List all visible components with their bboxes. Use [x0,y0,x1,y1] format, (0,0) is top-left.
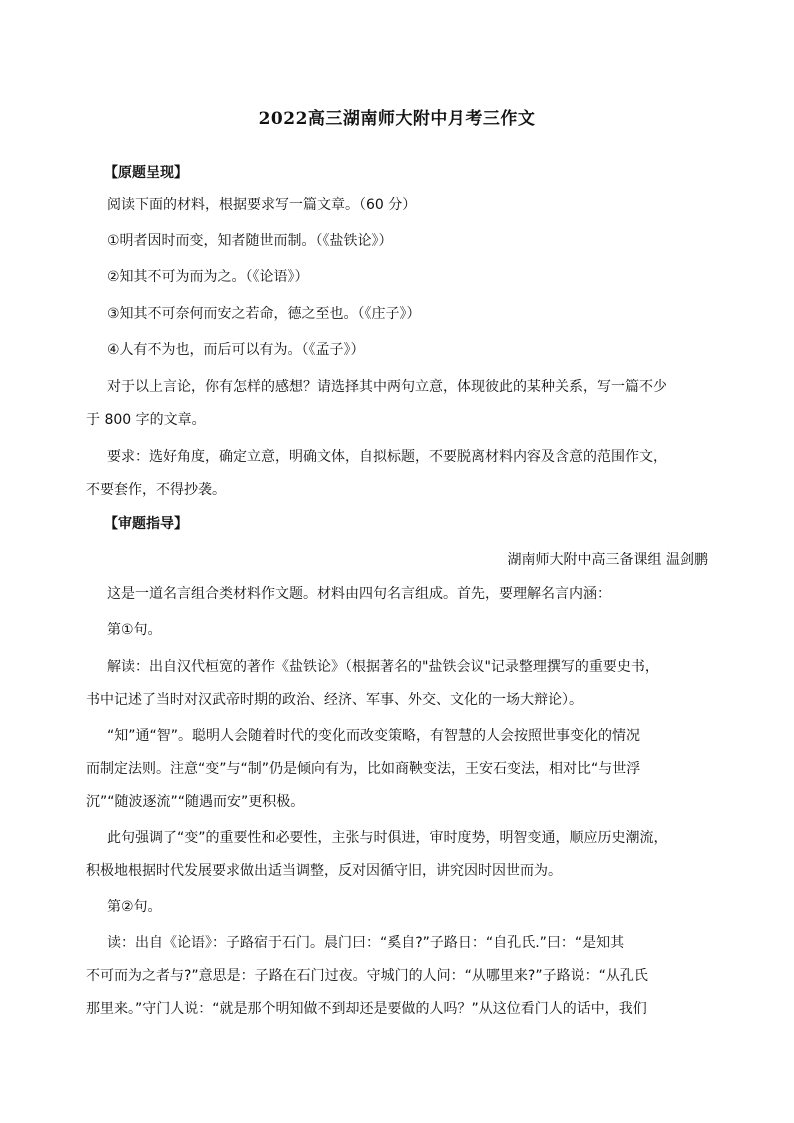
quote-2: ②知其不可为而为之。（《论语》） [107,269,309,285]
s1-para1-line2: 书中记述了当时对汉武帝时期的政治、经济、军事、外交、文化的一场大辩论）。 [86,692,583,708]
document-title: 2022高三湖南师大附中月考三作文 [258,109,536,129]
section-heading-original-question: 【原题呈现】 [104,165,188,181]
s2-para1-line1: 读：出自《论语》：子路宿于石门。晨门曰：“奚自?”子路日：“自孔氏.”曰：“是知其 [107,935,625,951]
requirement-line-1: 要求：选好角度，确定立意，明确文体，自拟标题，不要脱离材料内容及含意的范围作文， [107,449,667,465]
s1-para3-line1: 此句强调了“变”的重要性和必要性，主张与时俱进，审时度势，明智变通，顺应历史潮流， [107,830,668,846]
s1-para2-line3: 沉”“随波逐流”“随遇而安”更积极。 [86,794,305,810]
task-line-2: 于 800 字的文章。 [86,412,206,428]
s2-para1-line2: 不可而为之者与?”意思是：子路在石门过夜。守城门的人问：“从哪里来?”子路说：“从孔氏 [86,968,648,984]
quote-3: ③知其不可奈何而安之若命，德之至也。（《庄子》） [107,306,421,322]
s1-para1-line1: 解读：出自汉代桓宽的著作《盐铁论》（根据著名的"盐铁会议"记录整理撰写的重要史书， [107,659,659,675]
quote-4: ④人有不为也，而后可以有为。（《孟子》） [107,342,365,358]
s1-para3-line2: 积极地根据时代发展要求做出适当调整，反对因循守旧，讲究因时因世而为。 [86,863,562,879]
task-line-1: 对于以上言论，你有怎样的感想？请选择其中两句立意，体现彼此的某种关系，写一篇不少 [107,379,667,395]
s2-para1-line3: 那里来。”守门人说：“就是那个明知做不到却还是要做的人吗？”从这位看门人的话中，我们 [86,1001,647,1017]
instruction-line: 阅读下面的材料，根据要求写一篇文章。（60 分） [107,197,417,213]
quote-1: ①明者因时而变，知者随世而制。（《盐铁论》） [107,233,393,249]
intro-line: 这是一道名言组合类材料作文题。材料由四句名言组成。首先，要理解名言内涵： [107,586,611,602]
s1-para2-line1: “知”通“智”。聪明人会随着时代的变化而改变策略，有智慧的人会按照世事变化的情况 [107,728,641,744]
sentence-2-label: 第②句。 [107,899,162,915]
requirement-line-2: 不要套作，不得抄袭。 [86,482,226,498]
author-line: 湖南师大附中高三备课组 温剑鹏 [507,552,708,568]
section-heading-analysis: 【审题指导】 [104,516,188,532]
s1-para2-line2: 而制定法则。注意“变”与“制”仍是倾向有为，比如商鞅变法，王安石变法，相对比“与世浮 [86,761,641,777]
sentence-1-label: 第①句。 [107,622,162,638]
